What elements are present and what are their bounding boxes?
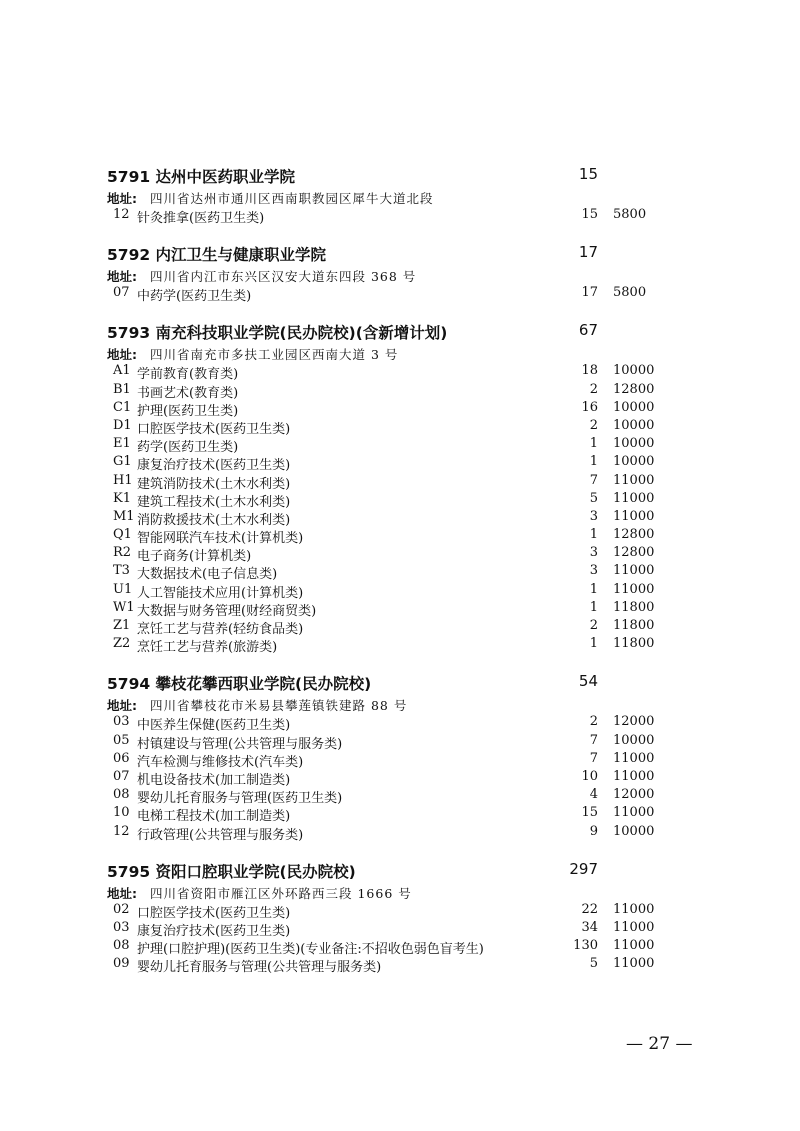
major-row xyxy=(0,418,800,436)
major-row xyxy=(0,509,800,527)
major-count: 3 xyxy=(589,545,598,561)
major-fee: 10000 xyxy=(613,436,655,452)
major-name: 康复治疗技术(医药卫生类) xyxy=(137,923,291,939)
major-count: 22 xyxy=(581,901,598,917)
major-code: 03 xyxy=(113,919,130,935)
major-name: 护理(医药卫生类) xyxy=(137,403,239,419)
major-code: R2 xyxy=(113,545,132,561)
address-label: 地址: xyxy=(107,191,137,206)
major-code: 06 xyxy=(113,750,130,766)
school-code: 5792 xyxy=(107,246,151,265)
school-code: 5794 xyxy=(107,675,151,694)
major-fee: 11000 xyxy=(613,919,655,935)
major-name: 建筑消防技术(土木水利类) xyxy=(137,476,291,492)
school-name: 内江卫生与健康职业学院 xyxy=(155,246,327,265)
major-code: G1 xyxy=(113,454,132,470)
major-name: 婴幼儿托育服务与管理(公共管理与服务类) xyxy=(137,960,382,976)
major-fee: 10000 xyxy=(613,399,655,415)
school-name: 资阳口腔职业学院(民办院校) xyxy=(155,862,356,881)
major-name: 大数据与财务管理(财经商贸类) xyxy=(137,603,317,619)
address-text: 四川省达州市通川区西南职教园区犀牛大道北段 xyxy=(150,191,434,206)
major-fee: 11000 xyxy=(613,938,655,954)
major-count: 5 xyxy=(589,490,598,506)
major-name: 口腔医学技术(医药卫生类) xyxy=(137,421,291,437)
school-total: 54 xyxy=(578,672,598,691)
address-label: 地址: xyxy=(107,885,137,901)
major-row xyxy=(0,382,800,400)
address-text: 四川省内江市东兴区汉安大道东四段 368 号 xyxy=(150,269,417,285)
major-name: 康复治疗技术(医药卫生类) xyxy=(137,458,291,474)
school-name: 达州中医药职业学院 xyxy=(155,168,296,186)
major-code: D1 xyxy=(113,417,132,433)
major-name: 建筑工程技术(土木水利类) xyxy=(137,494,291,510)
school-total: 297 xyxy=(569,859,598,878)
school-code: 5795 xyxy=(107,862,151,881)
major-row xyxy=(0,956,800,974)
address-text: 四川省资阳市雁江区外环路西三段 1666 号 xyxy=(150,885,412,901)
major-code: Z1 xyxy=(113,618,131,633)
major-count: 1 xyxy=(589,527,598,543)
major-code: 08 xyxy=(113,787,130,803)
major-fee: 12800 xyxy=(613,381,655,397)
major-count: 15 xyxy=(581,207,598,222)
major-fee: 11800 xyxy=(613,618,655,633)
major-code: C1 xyxy=(113,399,132,415)
major-code: 07 xyxy=(113,285,130,301)
major-fee: 10000 xyxy=(613,417,655,433)
school-header xyxy=(0,165,800,189)
major-name: 汽车检测与维修技术(汽车类) xyxy=(137,754,304,770)
major-count: 1 xyxy=(589,454,598,470)
major-code: H1 xyxy=(113,472,133,488)
major-count: 2 xyxy=(589,714,598,730)
school-code-name xyxy=(107,321,447,343)
school-name: 攀枝花攀西职业学院(民办院校) xyxy=(155,675,372,694)
school-code-name xyxy=(107,165,295,187)
major-fee: 10000 xyxy=(613,732,655,748)
school-address xyxy=(0,884,800,902)
school-code-name xyxy=(107,860,356,882)
major-count: 2 xyxy=(589,381,598,397)
major-count: 2 xyxy=(589,618,598,633)
major-row xyxy=(0,751,800,769)
major-row xyxy=(0,805,800,823)
major-row xyxy=(0,563,800,581)
major-count: 1 xyxy=(589,581,598,597)
major-count: 7 xyxy=(589,472,598,488)
major-row xyxy=(0,938,800,956)
major-count: 5 xyxy=(589,956,598,972)
major-row xyxy=(0,400,800,418)
major-code: E1 xyxy=(113,436,131,452)
major-fee: 11000 xyxy=(613,768,655,784)
school-name: 南充科技职业学院(民办院校)(含新增计划) xyxy=(155,324,448,343)
major-row xyxy=(0,824,800,842)
major-row xyxy=(0,436,800,454)
major-fee: 11000 xyxy=(613,490,655,506)
major-code: 05 xyxy=(113,732,130,748)
major-fee: 10000 xyxy=(613,363,655,379)
school-code-name xyxy=(107,243,326,265)
major-count: 130 xyxy=(573,938,598,954)
major-count: 9 xyxy=(589,823,598,839)
major-row xyxy=(0,618,800,636)
major-fee: 12800 xyxy=(613,545,655,561)
school-address xyxy=(0,267,800,285)
major-fee: 11000 xyxy=(613,581,655,597)
major-count: 7 xyxy=(589,732,598,748)
major-row xyxy=(0,733,800,751)
major-row xyxy=(0,454,800,472)
school-block xyxy=(0,321,800,654)
major-fee: 11800 xyxy=(613,636,655,652)
major-name: 口腔医学技术(医药卫生类) xyxy=(137,905,291,921)
major-name: 书画艺术(教育类) xyxy=(137,385,239,401)
major-row xyxy=(0,582,800,600)
major-row xyxy=(0,207,800,225)
major-name: 村镇建设与管理(公共管理与服务类) xyxy=(137,736,343,752)
major-fee: 11000 xyxy=(613,805,655,821)
school-address xyxy=(0,696,800,714)
major-code: A1 xyxy=(113,363,131,379)
address-label: 地址: xyxy=(107,269,137,285)
school-header xyxy=(0,321,800,345)
school-address xyxy=(0,189,800,207)
major-row xyxy=(0,600,800,618)
major-name: 学前教育(教育类) xyxy=(137,367,239,383)
major-count: 7 xyxy=(589,750,598,766)
major-name: 智能网联汽车技术(计算机类) xyxy=(137,531,304,547)
major-code: T3 xyxy=(113,563,130,579)
major-name: 中医养生保健(医药卫生类) xyxy=(137,718,291,734)
major-code: 12 xyxy=(113,823,130,839)
major-code: K1 xyxy=(113,490,131,506)
major-code: M1 xyxy=(113,508,135,524)
major-count: 17 xyxy=(581,285,598,301)
school-block xyxy=(0,860,800,975)
major-name: 药学(医药卫生类) xyxy=(137,440,239,456)
major-row xyxy=(0,636,800,654)
major-name: 中药学(医药卫生类) xyxy=(137,289,252,305)
major-code: 02 xyxy=(113,901,130,917)
major-code: 12 xyxy=(113,207,130,222)
major-code: 03 xyxy=(113,714,130,730)
address-text: 四川省攀枝花市米易县攀莲镇铁建路 88 号 xyxy=(150,698,408,714)
major-count: 4 xyxy=(589,787,598,803)
major-count: 34 xyxy=(581,919,598,935)
address-label: 地址: xyxy=(107,347,137,363)
major-fee: 11000 xyxy=(613,563,655,579)
school-block xyxy=(0,243,800,303)
major-code: 10 xyxy=(113,805,130,821)
major-fee: 5800 xyxy=(613,207,647,222)
school-header xyxy=(0,672,800,696)
page-number: — 27 — xyxy=(626,1034,693,1054)
major-code: Z2 xyxy=(113,636,131,652)
major-row xyxy=(0,473,800,491)
major-row xyxy=(0,902,800,920)
major-name: 电子商务(计算机类) xyxy=(137,549,252,565)
school-block xyxy=(0,165,800,225)
major-code: B1 xyxy=(113,381,131,397)
major-fee: 10000 xyxy=(613,823,655,839)
major-count: 3 xyxy=(589,508,598,524)
school-block xyxy=(0,672,800,841)
major-fee: 12000 xyxy=(613,787,655,803)
school-address xyxy=(0,345,800,363)
major-name: 大数据技术(电子信息类) xyxy=(137,567,278,583)
major-fee: 11000 xyxy=(613,750,655,766)
major-name: 消防救援技术(土木水利类) xyxy=(137,512,291,528)
major-name: 烹饪工艺与营养(轻纺食品类) xyxy=(137,622,304,637)
major-code: Q1 xyxy=(113,527,132,543)
major-fee: 10000 xyxy=(613,454,655,470)
major-row xyxy=(0,920,800,938)
major-name: 针灸推拿(医药卫生类) xyxy=(137,211,265,226)
major-name: 烹饪工艺与营养(旅游类) xyxy=(137,640,278,656)
school-total: 67 xyxy=(578,321,598,340)
major-name: 机电设备技术(加工制造类) xyxy=(137,772,291,788)
major-row xyxy=(0,363,800,381)
major-name: 行政管理(公共管理与服务类) xyxy=(137,827,304,843)
school-code: 5793 xyxy=(107,324,151,343)
major-count: 10 xyxy=(581,768,598,784)
major-name: 护理(口腔护理)(医药卫生类)(专业备注:不招收色弱色盲考生) xyxy=(137,942,484,958)
major-row xyxy=(0,787,800,805)
major-fee: 11800 xyxy=(613,599,655,615)
major-code: 09 xyxy=(113,956,130,972)
school-header xyxy=(0,860,800,884)
major-fee: 11000 xyxy=(613,901,655,917)
major-code: 08 xyxy=(113,938,130,954)
major-code: 07 xyxy=(113,768,130,784)
address-text: 四川省南充市多扶工业园区西南大道 3 号 xyxy=(150,347,399,363)
major-name: 婴幼儿托育服务与管理(医药卫生类) xyxy=(137,791,343,807)
major-row xyxy=(0,285,800,303)
major-count: 16 xyxy=(581,399,598,415)
school-code: 5791 xyxy=(107,168,151,186)
major-code: W1 xyxy=(113,599,135,615)
school-header xyxy=(0,243,800,267)
major-count: 1 xyxy=(589,436,598,452)
major-name: 人工智能技术应用(计算机类) xyxy=(137,585,304,601)
major-row xyxy=(0,769,800,787)
major-row xyxy=(0,545,800,563)
major-fee: 12000 xyxy=(613,714,655,730)
major-fee: 11000 xyxy=(613,508,655,524)
school-total: 17 xyxy=(578,243,598,262)
school-code-name xyxy=(107,672,371,694)
major-fee: 11000 xyxy=(613,956,655,972)
major-fee: 11000 xyxy=(613,472,655,488)
school-total: 15 xyxy=(578,165,598,183)
major-count: 2 xyxy=(589,417,598,433)
major-count: 3 xyxy=(589,563,598,579)
major-fee: 5800 xyxy=(613,285,647,301)
major-code: U1 xyxy=(113,581,133,597)
major-count: 15 xyxy=(581,805,598,821)
major-row xyxy=(0,491,800,509)
major-count: 1 xyxy=(589,599,598,615)
major-count: 18 xyxy=(581,363,598,379)
major-name: 电梯工程技术(加工制造类) xyxy=(137,809,291,825)
major-row xyxy=(0,527,800,545)
address-label: 地址: xyxy=(107,698,137,714)
major-row xyxy=(0,714,800,732)
major-fee: 12800 xyxy=(613,527,655,543)
major-count: 1 xyxy=(589,636,598,652)
